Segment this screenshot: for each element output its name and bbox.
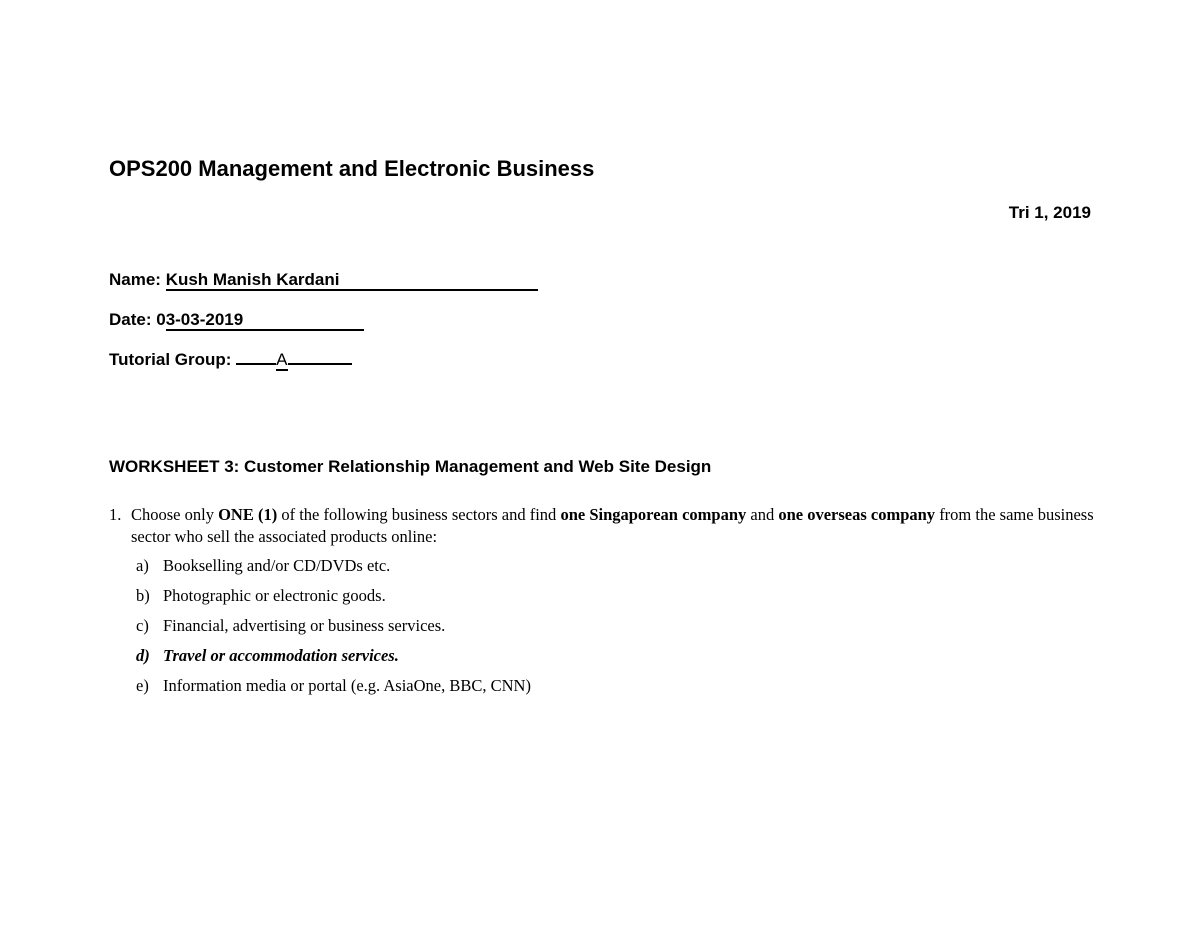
- option-text: Photographic or electronic goods.: [163, 586, 386, 605]
- name-value: Kush Manish Kardani: [166, 271, 538, 291]
- option-letter: c): [136, 616, 149, 635]
- question-number: 1.: [109, 505, 122, 524]
- option-letter: a): [136, 556, 149, 575]
- worksheet-title: WORKSHEET 3: Customer Relationship Management and Web Site Design: [109, 457, 712, 476]
- tutorial-group-field: [109, 350, 352, 371]
- question-emphasis: ONE (1): [218, 505, 278, 524]
- tutorial-group-label: Tutorial Group:: [109, 350, 237, 369]
- options-list: [136, 556, 531, 706]
- question-text-segment: from the same business sector who sell the associated products online:: [131, 505, 1094, 546]
- date-label: Date: 0: [109, 310, 166, 329]
- option-text: Information media or portal (e.g. AsiaOne, BBC, CNN): [163, 676, 531, 695]
- option-letter: d): [136, 646, 150, 665]
- question-emphasis: one Singaporean company: [560, 505, 747, 524]
- tutorial-group-value: A: [276, 350, 288, 369]
- option-item: [136, 616, 531, 646]
- question-1: [109, 504, 1094, 548]
- option-item: [136, 556, 531, 586]
- question-emphasis: one overseas company: [778, 505, 936, 524]
- option-text: Financial, advertising or business services.: [163, 616, 446, 635]
- option-letter: e): [136, 676, 149, 695]
- question-text: [131, 504, 1094, 548]
- option-item: [136, 586, 531, 616]
- name-label: Name:: [109, 270, 166, 289]
- date-value: 3-03-2019: [166, 311, 364, 331]
- option-item-selected: [136, 646, 531, 676]
- course-title: OPS200 Management and Electronic Business: [109, 156, 595, 181]
- question-text-segment: Choose only: [131, 505, 219, 524]
- term-label: Tri 1, 2019: [1008, 203, 1091, 222]
- name-field: [109, 270, 538, 291]
- option-text: Bookselling and/or CD/DVDs etc.: [163, 556, 391, 575]
- question-text-segment: of the following business sectors and find: [277, 505, 561, 524]
- option-item: [136, 676, 531, 706]
- group-blank-after: [288, 362, 352, 365]
- date-field: [109, 310, 364, 331]
- option-text: Travel or accommodation services.: [163, 646, 399, 665]
- question-text-segment: and: [746, 505, 779, 524]
- option-letter: b): [136, 586, 150, 605]
- group-blank-before: [236, 362, 276, 365]
